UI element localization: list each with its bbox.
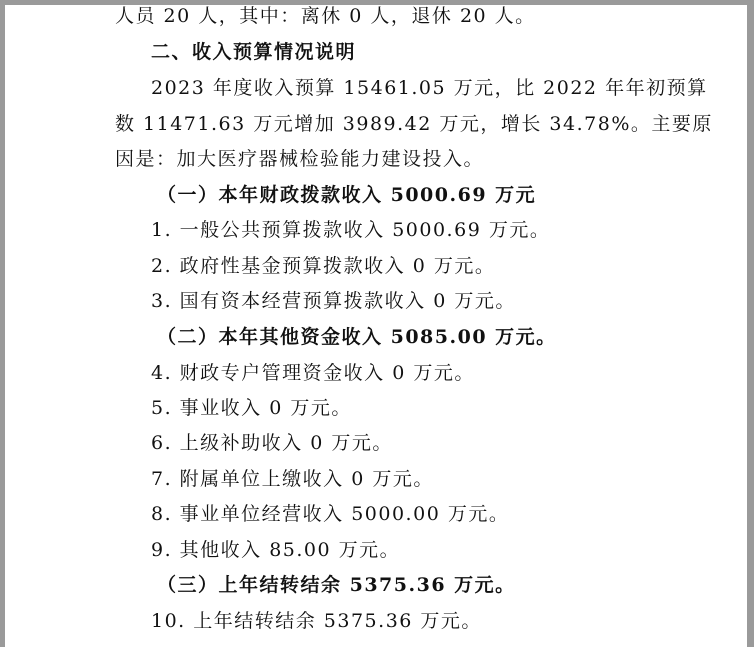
document-page bbox=[5, 5, 747, 647]
window-frame-right bbox=[747, 0, 754, 647]
list-item-2: 2. 政府性基金预算拨款收入 0 万元。 bbox=[151, 255, 496, 277]
list-item-8: 8. 事业单位经营收入 5000.00 万元。 bbox=[151, 503, 510, 525]
subheading-other-funds: （二）本年其他资金收入 5085.00 万元。 bbox=[157, 326, 557, 348]
paragraph-line-2: 数 11471.63 万元增加 3989.42 万元，增长 34.78%。主要原 bbox=[115, 113, 713, 135]
subheading-prior-year-balance: （三）上年结转结余 5375.36 万元。 bbox=[157, 574, 516, 596]
list-item-9: 9. 其他收入 85.00 万元。 bbox=[151, 539, 401, 561]
paragraph-line-1: 2023 年度收入预算 15461.05 万元，比 2022 年年初预算 bbox=[151, 77, 708, 99]
list-item-1: 1. 一般公共预算拨款收入 5000.69 万元。 bbox=[151, 219, 551, 241]
list-item-5: 5. 事业收入 0 万元。 bbox=[151, 397, 352, 419]
section-heading-revenue-budget: 二、收入预算情况说明 bbox=[151, 41, 357, 63]
list-item-4: 4. 财政专户管理资金收入 0 万元。 bbox=[151, 362, 475, 384]
subheading-fiscal-appropriation: （一）本年财政拨款收入 5000.69 万元 bbox=[157, 184, 537, 206]
list-item-10: 10. 上年结转结余 5375.36 万元。 bbox=[151, 610, 482, 632]
staff-summary-line: 人员 20 人，其中：离休 0 人，退休 20 人。 bbox=[115, 5, 536, 27]
list-item-7: 7. 附属单位上缴收入 0 万元。 bbox=[151, 468, 434, 490]
list-item-6: 6. 上级补助收入 0 万元。 bbox=[151, 432, 393, 454]
list-item-3: 3. 国有资本经营预算拨款收入 0 万元。 bbox=[151, 290, 516, 312]
paragraph-line-3: 因是：加大医疗器械检验能力建设投入。 bbox=[115, 148, 485, 170]
